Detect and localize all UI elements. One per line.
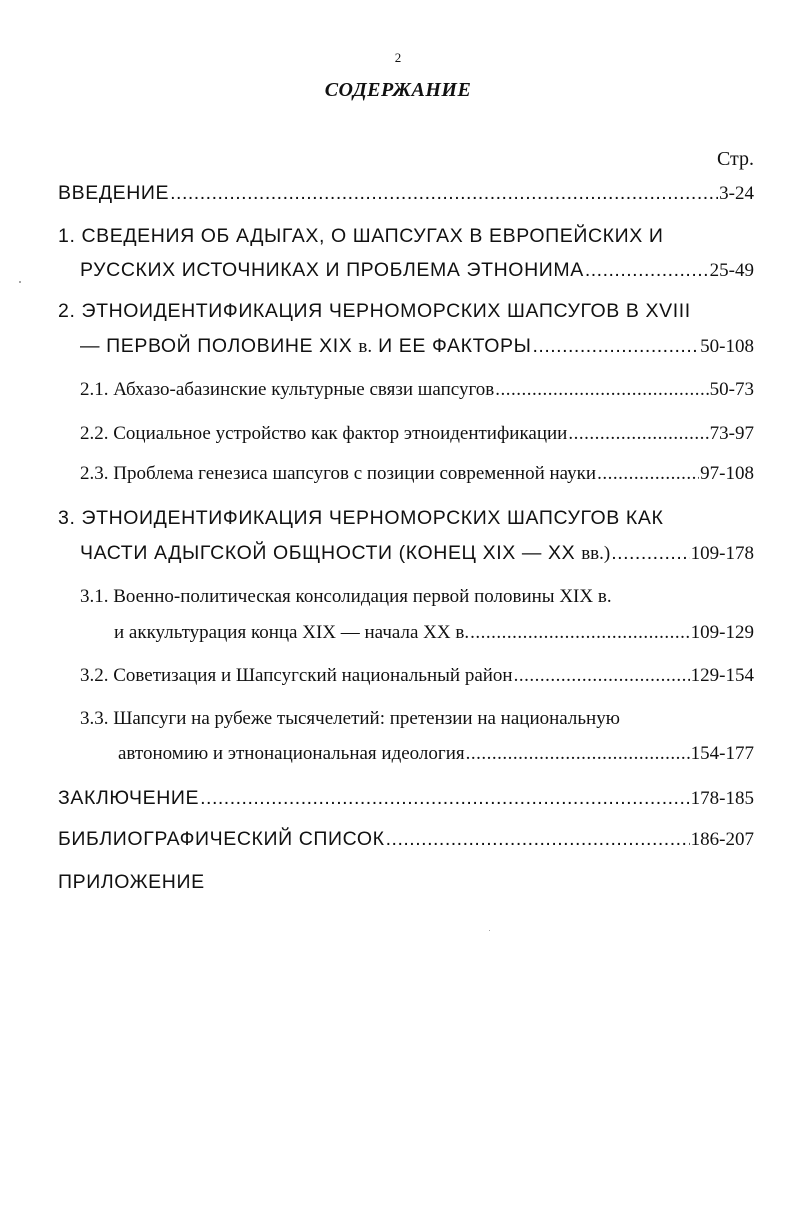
toc-entry-intro-pages: 3-24	[719, 183, 754, 204]
toc-section-3-2[interactable]	[80, 663, 754, 689]
toc-chapter-1-pages: 25-49	[709, 260, 754, 281]
toc-section-2-1-pages: 50-73	[709, 379, 754, 400]
scan-speck	[489, 930, 490, 931]
toc-entry-appendix-title: ПРИЛОЖЕНИЕ	[58, 871, 205, 893]
toc-section-2-2-title: 2.2. Социальное устройство как фактор этноидентификации	[80, 423, 568, 444]
leader-dots	[470, 620, 690, 646]
toc-entry-bibliography[interactable]	[58, 826, 754, 853]
toc-section-3-1-pages: 109-129	[690, 622, 754, 643]
page-number: 2	[394, 50, 402, 65]
scan-speck	[19, 281, 21, 283]
leader-dots	[532, 333, 699, 359]
leader-dots	[597, 461, 699, 487]
toc-chapter-2-line2[interactable]	[80, 333, 754, 360]
toc-section-3-2-pages: 129-154	[690, 665, 754, 686]
leader-dots	[585, 257, 709, 283]
toc-chapter-1-title-cont: РУССКИХ ИСТОЧНИКАХ И ПРОБЛЕМА ЭТНОНИМА	[80, 259, 584, 281]
leader-dots	[611, 540, 689, 566]
leader-dots	[514, 663, 690, 689]
leader-dots	[466, 741, 690, 767]
toc-section-3-3-line1[interactable]	[80, 706, 620, 732]
toc-entry-conclusion-title: ЗАКЛЮЧЕНИЕ	[58, 787, 200, 809]
toc-chapter-1-line1[interactable]	[58, 223, 663, 249]
toc-chapter-2-title: 2. ЭТНОИДЕНТИФИКАЦИЯ ЧЕРНОМОРСКИХ ШАПСУГОВ В XVIII	[58, 300, 691, 322]
toc-section-2-3-title: 2.3. Проблема генезиса шапсугов с позиции современной науки	[80, 463, 597, 484]
toc-entry-conclusion-pages: 178-185	[690, 788, 754, 809]
toc-section-2-2[interactable]	[80, 421, 754, 447]
toc-chapter-3-line1[interactable]	[58, 505, 663, 531]
toc-section-3-3-pages: 154-177	[690, 743, 754, 764]
leader-dots	[568, 421, 708, 447]
toc-entry-bibliography-pages: 186-207	[690, 829, 754, 850]
toc-section-3-1-line1[interactable]	[80, 584, 612, 610]
page-title: СОДЕРЖАНИЕ	[324, 79, 472, 101]
toc-section-3-1-title: 3.1. Военно-политическая консолидация первой половины XIX в.	[80, 586, 612, 607]
toc-entry-appendix[interactable]	[58, 869, 205, 895]
toc-chapter-3-title: 3. ЭТНОИДЕНТИФИКАЦИЯ ЧЕРНОМОРСКИХ ШАПСУГОВ КАК	[58, 507, 664, 529]
toc-chapter-3-title-cont: ЧАСТИ АДЫГСКОЙ ОБЩНОСТИ (КОНЕЦ XIX — XX вв.)	[80, 542, 611, 564]
toc-chapter-2-pages: 50-108	[700, 336, 754, 357]
toc-section-3-3-line2[interactable]	[118, 741, 754, 767]
toc-section-2-1[interactable]	[80, 377, 754, 403]
toc-section-3-2-title: 3.2. Советизация и Шапсугский национальный район	[80, 665, 513, 686]
toc-entry-intro-title: ВВЕДЕНИЕ	[58, 182, 170, 204]
toc-chapter-1-line2[interactable]	[80, 257, 754, 284]
toc-chapter-3-line2[interactable]	[80, 540, 754, 567]
toc-section-2-3-pages: 97-108	[700, 463, 754, 484]
leader-dots	[495, 377, 708, 403]
toc-section-3-1-title-cont: и аккультурация конца XIX — начала XX в.	[114, 622, 470, 643]
toc-section-2-1-title: 2.1. Абхазо-абазинские культурные связи шапсугов	[80, 379, 495, 400]
toc-chapter-3-pages: 109-178	[690, 543, 754, 564]
toc-section-3-1-line2[interactable]	[114, 620, 754, 646]
toc-section-3-3-title-cont: автономию и этнонациональная идеология	[118, 743, 465, 764]
toc-chapter-2-title-cont: — ПЕРВОЙ ПОЛОВИНЕ XIX в. И ЕЕ ФАКТОРЫ	[80, 335, 532, 357]
leader-dots	[200, 785, 690, 811]
toc-section-2-3[interactable]	[80, 461, 754, 487]
toc-chapter-1-title: 1. СВЕДЕНИЯ ОБ АДЫГАХ, О ШАПСУГАХ В ЕВРОПЕЙСКИХ И	[58, 225, 664, 247]
page-column-header: Стр.	[716, 148, 754, 170]
toc-section-3-3-title: 3.3. Шапсуги на рубеже тысячелетий: претензии на национальную	[80, 708, 620, 729]
toc-entry-bibliography-title: БИБЛИОГРАФИЧЕСКИЙ СПИСОК	[58, 828, 385, 850]
leader-dots	[170, 180, 718, 206]
toc-entry-conclusion[interactable]	[58, 785, 754, 812]
toc-chapter-2-line1[interactable]	[58, 298, 691, 324]
leader-dots	[386, 826, 690, 852]
toc-entry-intro[interactable]	[58, 180, 754, 207]
toc-section-2-2-pages: 73-97	[709, 423, 754, 444]
